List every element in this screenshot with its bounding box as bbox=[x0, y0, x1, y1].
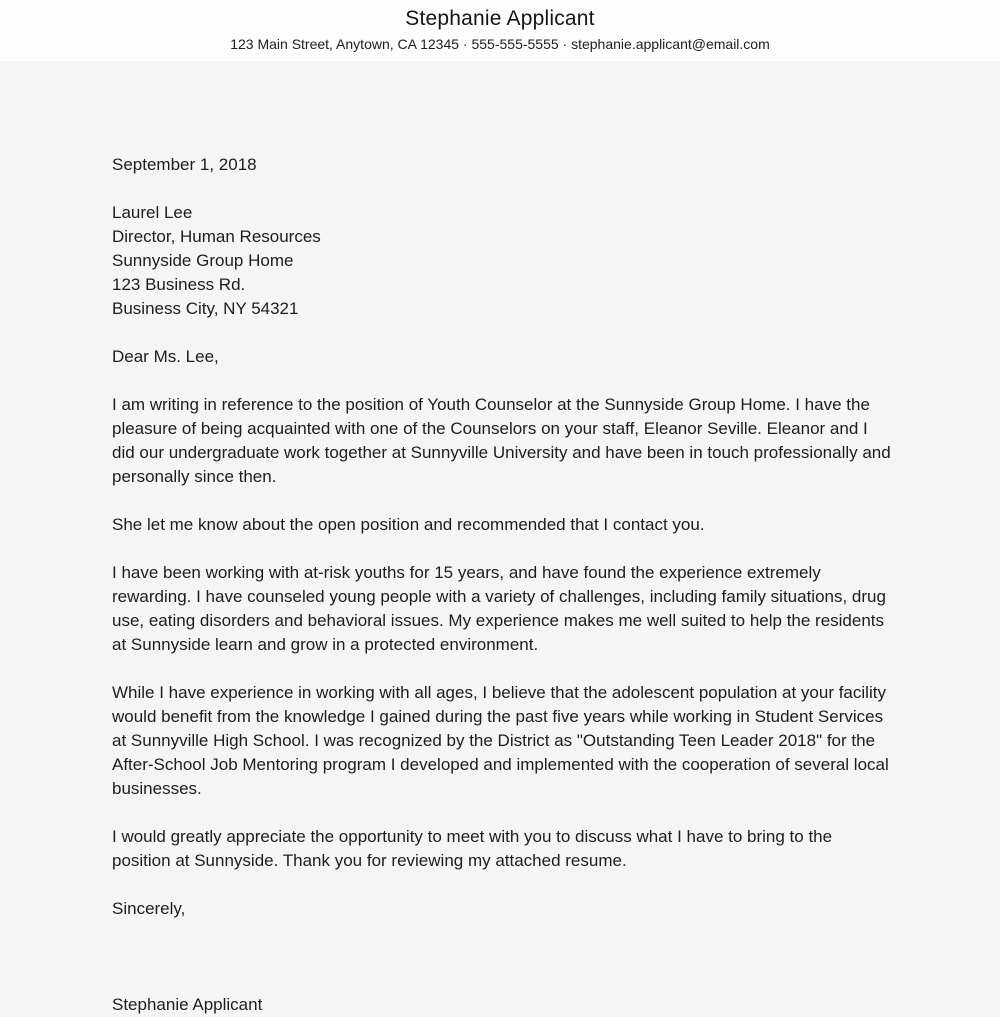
letterhead bbox=[0, 0, 1000, 61]
recipient-block bbox=[112, 201, 892, 321]
date-line: September 1, 2018 bbox=[112, 155, 257, 174]
contact-line: 123 Main Street, Anytown, CA 12345 · 555-555-5555 · stephanie.applicant@email.com bbox=[230, 36, 770, 52]
signature-name: Stephanie Applicant bbox=[112, 995, 263, 1014]
recipient-title: Director, Human Resources bbox=[112, 227, 321, 246]
salutation: Dear Ms. Lee, bbox=[112, 347, 219, 366]
body-paragraph-1: I am writing in reference to the position of Youth Counselor at the Sunnyside Group Home. I have the pleasure of being acquainted with one of the Counselors on your staff, Eleanor Seville. Eleanor and I did our undergraduate work together at Sunnyville University and have been in touch professionally and personally since then. bbox=[112, 395, 891, 486]
closing: Sincerely, bbox=[112, 899, 186, 918]
recipient-company: Sunnyside Group Home bbox=[112, 251, 294, 270]
recipient-city: Business City, NY 54321 bbox=[112, 299, 299, 318]
letter-body bbox=[112, 153, 892, 1017]
body-paragraph-4: While I have experience in working with all ages, I believe that the adolescent population at your facility would benefit from the knowledge I gained during the past five years while working in Student Services at Sunnyville High School. I was recognized by the District as "Outstanding Teen Leader 2018" for the After-School Job Mentoring program I developed and implemented with the cooperation of several local businesses. bbox=[112, 683, 889, 798]
body-paragraph-2: She let me know about the open position and recommended that I contact you. bbox=[112, 515, 705, 534]
recipient-street: 123 Business Rd. bbox=[112, 275, 246, 294]
body-paragraph-3: I have been working with at-risk youths for 15 years, and have found the experience extremely rewarding. I have counseled young people with a variety of challenges, including family situations, drug use, eating disorders and behavioral issues. My experience makes me well suited to help the residents at Sunnyside learn and grow in a protected environment. bbox=[112, 563, 886, 654]
applicant-name: Stephanie Applicant bbox=[405, 7, 595, 30]
body-paragraph-5: I would greatly appreciate the opportunity to meet with you to discuss what I have to bring to the position at Sunnyside. Thank you for reviewing my attached resume. bbox=[112, 827, 833, 870]
recipient-name: Laurel Lee bbox=[112, 203, 193, 222]
